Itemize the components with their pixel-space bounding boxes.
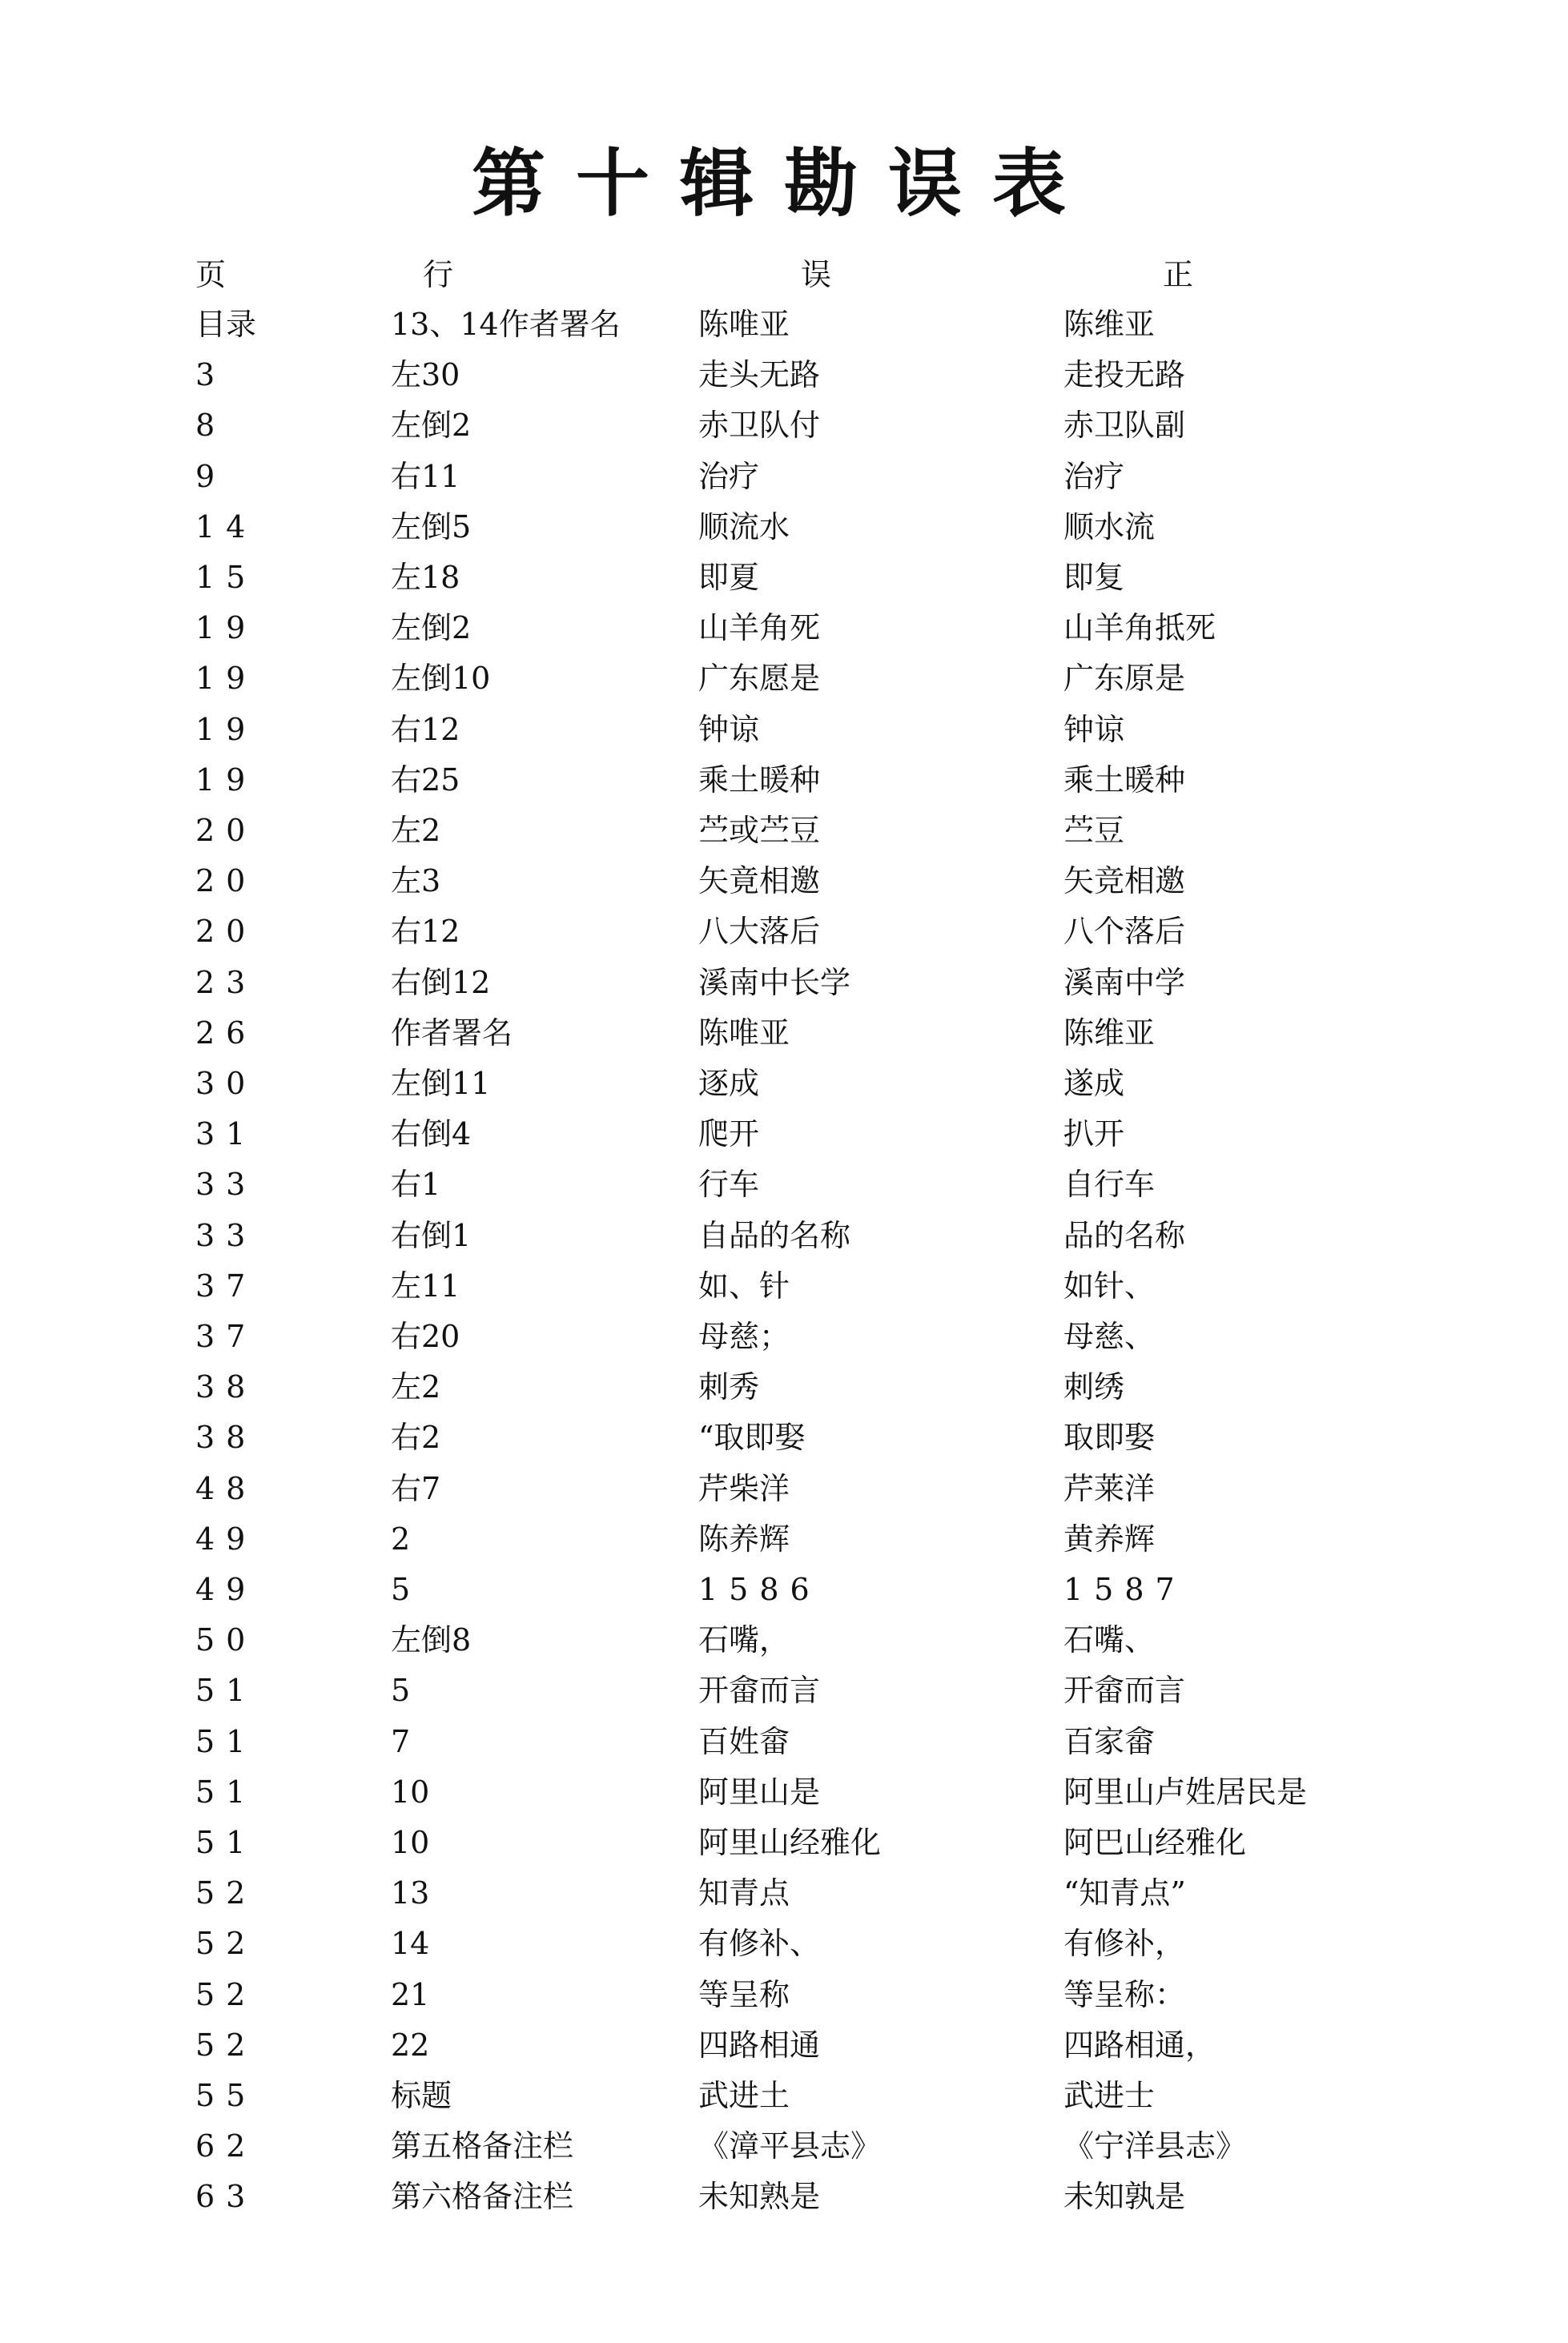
- cell-line: 右1: [391, 1167, 441, 1203]
- cell-page: 31: [195, 1116, 257, 1152]
- cell-page: 48: [195, 1470, 257, 1506]
- cell-page: 38: [195, 1420, 257, 1456]
- cell-line: 7: [391, 1723, 411, 1759]
- table-row: [0, 2020, 1568, 2070]
- cell-line: 左2: [391, 813, 441, 848]
- cell-wrong: 山羊角死: [698, 610, 821, 646]
- cell-right: 陈维亚: [1063, 1015, 1156, 1051]
- cell-right: 陈维亚: [1063, 307, 1156, 342]
- cell-wrong: 陈养辉: [698, 1521, 790, 1557]
- cell-wrong: 矢竟相邀: [698, 863, 821, 899]
- cell-wrong: 《漳平县志》: [698, 2128, 882, 2164]
- cell-right: 遂成: [1063, 1066, 1125, 1101]
- cell-page: 55: [195, 2078, 257, 2113]
- cell-right: 百家畲: [1063, 1723, 1156, 1759]
- cell-line: 左11: [391, 1268, 460, 1304]
- cell-wrong: 母慈；: [698, 1319, 790, 1354]
- cell-right: 自行车: [1063, 1167, 1156, 1203]
- cell-wrong: 逐成: [698, 1066, 760, 1101]
- table-row: [0, 1615, 1568, 1665]
- cell-page: 9: [195, 458, 227, 494]
- cell-wrong: 石嘴，: [698, 1622, 790, 1658]
- cell-page: 26: [195, 1015, 257, 1051]
- table-row: [0, 806, 1568, 855]
- cell-right: “知青点”: [1063, 1875, 1186, 1911]
- cell-right: 乘土暖种: [1063, 762, 1186, 798]
- table-row: [0, 856, 1568, 906]
- cell-line: 10: [391, 1825, 430, 1860]
- cell-page: 19: [195, 661, 257, 697]
- cell-wrong: 阿里山是: [698, 1774, 821, 1810]
- cell-line: 2: [391, 1521, 411, 1557]
- table-row: [0, 1008, 1568, 1058]
- cell-right: 武进士: [1063, 2078, 1156, 2113]
- header-wrong: 误: [801, 257, 832, 292]
- table-row: [0, 2172, 1568, 2221]
- cell-line: 第五格备注栏: [391, 2128, 574, 2164]
- cell-wrong: 赤卫队付: [698, 408, 821, 444]
- cell-wrong: 溪南中长学: [698, 964, 851, 1000]
- cell-right: 苎豆: [1063, 813, 1125, 848]
- cell-page: 33: [195, 1167, 257, 1203]
- cell-page: 49: [195, 1521, 257, 1557]
- cell-line: 左倒5: [391, 508, 472, 545]
- cell-page: 52: [195, 1875, 257, 1911]
- table-row: [0, 553, 1568, 602]
- table-row: [0, 1565, 1568, 1614]
- table-row: [0, 1970, 1568, 2019]
- cell-line: 10: [391, 1774, 430, 1810]
- cell-page: 51: [195, 1774, 257, 1810]
- cell-wrong: 即夏: [698, 560, 760, 595]
- cell-right: 取即娶: [1063, 1420, 1156, 1456]
- table-row: [0, 299, 1568, 349]
- cell-line: 22: [391, 2027, 430, 2063]
- table-row: [0, 1717, 1568, 1766]
- cell-page: 8: [195, 408, 227, 444]
- cell-right: 山羊角抵死: [1063, 610, 1216, 646]
- cell-page: 50: [195, 1622, 257, 1658]
- table-row: [0, 1312, 1568, 1361]
- table-row: [0, 1159, 1568, 1209]
- cell-page: 52: [195, 1926, 257, 1962]
- cell-wrong: 广东愿是: [698, 661, 821, 697]
- cell-page: 51: [195, 1673, 257, 1709]
- table-row: [0, 653, 1568, 703]
- cell-right: 1587: [1063, 1572, 1186, 1607]
- cell-page: 51: [195, 1723, 257, 1759]
- cell-line: 右倒12: [391, 964, 491, 1000]
- table-row: [0, 1818, 1568, 1867]
- cell-wrong: 苎或苎豆: [698, 813, 821, 848]
- cell-line: 左倒11: [391, 1066, 491, 1101]
- table-row: [0, 502, 1568, 552]
- table-row: [0, 603, 1568, 653]
- cell-line: 左倒10: [391, 661, 491, 697]
- cell-line: 右25: [391, 762, 460, 798]
- cell-line: 右倒4: [391, 1116, 472, 1152]
- table-row: [0, 1868, 1568, 1918]
- cell-wrong: 陈唯亚: [698, 1015, 790, 1051]
- cell-wrong: 武进土: [698, 2078, 790, 2113]
- cell-wrong: 顺流水: [698, 508, 790, 545]
- cell-right: 未知孰是: [1063, 2179, 1186, 2215]
- cell-right: 开畲而言: [1063, 1673, 1186, 1709]
- cell-right: 矢竞相邀: [1063, 863, 1186, 899]
- cell-line: 左3: [391, 863, 441, 899]
- table-row: [0, 1919, 1568, 1968]
- cell-wrong: 未知熟是: [698, 2179, 821, 2215]
- cell-line: 左30: [391, 357, 460, 393]
- cell-wrong: 乘土暖种: [698, 762, 821, 798]
- cell-page: 52: [195, 1976, 257, 2012]
- cell-wrong: 八大落后: [698, 914, 821, 950]
- cell-page: 49: [195, 1572, 257, 1607]
- cell-line: 左2: [391, 1369, 441, 1405]
- cell-right: 有修补，: [1063, 1926, 1186, 1962]
- cell-line: 5: [391, 1572, 411, 1607]
- cell-right: 芹莱洋: [1063, 1470, 1156, 1506]
- cell-right: 治疗: [1063, 458, 1125, 494]
- cell-line: 作者署名: [391, 1015, 513, 1051]
- cell-line: 左倒2: [391, 610, 472, 646]
- cell-page: 20: [195, 863, 257, 899]
- table-row: [0, 755, 1568, 805]
- cell-wrong: 钟谅: [698, 711, 760, 747]
- header-line: 行: [423, 257, 454, 292]
- table-row: [0, 906, 1568, 956]
- cell-page: 19: [195, 711, 257, 747]
- cell-wrong: 爬开: [698, 1116, 760, 1152]
- cell-line: 右20: [391, 1319, 460, 1354]
- cell-right: 石嘴、: [1063, 1622, 1156, 1658]
- cell-page: 62: [195, 2128, 257, 2164]
- cell-line: 13、14作者署名: [391, 307, 621, 342]
- table-row: [0, 452, 1568, 501]
- cell-line: 右倒1: [391, 1217, 472, 1253]
- cell-line: 右12: [391, 914, 460, 950]
- cell-right: 刺绣: [1063, 1369, 1125, 1405]
- cell-right: 四路相通，: [1063, 2027, 1216, 2063]
- table-header: [0, 250, 1568, 299]
- cell-page: 20: [195, 914, 257, 950]
- cell-right: 即复: [1063, 560, 1125, 595]
- cell-page: 目录: [195, 307, 257, 342]
- cell-page: 63: [195, 2179, 257, 2215]
- cell-line: 14: [391, 1926, 430, 1962]
- cell-page: 30: [195, 1066, 257, 1101]
- cell-line: 标题: [391, 2078, 452, 2113]
- cell-right: 扒开: [1063, 1116, 1125, 1152]
- cell-right: 如针、: [1063, 1268, 1156, 1304]
- table-row: [0, 1666, 1568, 1715]
- table-row: [0, 2071, 1568, 2120]
- cell-wrong: 有修补、: [698, 1926, 821, 1962]
- cell-line: 右12: [391, 711, 460, 747]
- cell-right: 钟谅: [1063, 711, 1125, 747]
- cell-right: 等呈称：: [1063, 1976, 1186, 2012]
- table-row: [0, 1413, 1568, 1462]
- cell-wrong: 百姓畲: [698, 1723, 790, 1759]
- cell-page: 19: [195, 610, 257, 646]
- cell-wrong: “取即娶: [698, 1420, 806, 1456]
- table-row: [0, 1059, 1568, 1108]
- cell-line: 第六格备注栏: [391, 2179, 574, 2215]
- cell-page: 23: [195, 964, 257, 1000]
- cell-line: 右11: [391, 458, 460, 494]
- cell-line: 右7: [391, 1470, 441, 1506]
- cell-right: 《宁洋县志》: [1063, 2128, 1247, 2164]
- cell-line: 左18: [391, 560, 460, 595]
- cell-wrong: 等呈称: [698, 1976, 790, 2012]
- cell-wrong: 刺秀: [698, 1369, 760, 1405]
- cell-right: 走投无路: [1063, 357, 1186, 393]
- cell-page: 15: [195, 560, 257, 595]
- cell-right: 品的名称: [1063, 1217, 1186, 1253]
- cell-wrong: 自品的名称: [698, 1217, 851, 1253]
- header-page: 页: [195, 257, 227, 292]
- cell-line: 左倒8: [391, 1622, 472, 1658]
- cell-wrong: 芹柴洋: [698, 1470, 790, 1506]
- cell-page: 37: [195, 1319, 257, 1354]
- cell-wrong: 陈唯亚: [698, 307, 790, 342]
- cell-page: 3: [195, 357, 227, 393]
- header-right: 正: [1163, 257, 1194, 292]
- cell-line: 5: [391, 1673, 411, 1709]
- cell-wrong: 阿里山经雅化: [698, 1825, 882, 1860]
- cell-line: 13: [391, 1875, 430, 1911]
- cell-wrong: 知青点: [698, 1875, 790, 1911]
- cell-page: 33: [195, 1217, 257, 1253]
- table-row: [0, 1767, 1568, 1817]
- cell-right: 广东原是: [1063, 661, 1186, 697]
- cell-page: 14: [195, 508, 257, 545]
- cell-line: 21: [391, 1976, 430, 2012]
- cell-right: 母慈、: [1063, 1319, 1156, 1354]
- cell-line: 右2: [391, 1420, 441, 1456]
- cell-page: 52: [195, 2027, 257, 2063]
- cell-right: 黄养辉: [1063, 1521, 1156, 1557]
- table-row: [0, 1211, 1568, 1260]
- table-row: [0, 350, 1568, 400]
- cell-right: 八个落后: [1063, 914, 1186, 950]
- cell-wrong: 治疗: [698, 458, 760, 494]
- page-title: 第十辑勘误表: [471, 141, 1096, 227]
- table-row: [0, 1261, 1568, 1311]
- cell-page: 19: [195, 762, 257, 798]
- cell-right: 溪南中学: [1063, 964, 1186, 1000]
- table-row: [0, 958, 1568, 1007]
- cell-wrong: 开畲而言: [698, 1673, 821, 1709]
- table-row: [0, 400, 1568, 450]
- table-row: [0, 705, 1568, 754]
- cell-wrong: 走头无路: [698, 357, 821, 393]
- cell-page: 38: [195, 1369, 257, 1405]
- cell-right: 顺水流: [1063, 508, 1156, 545]
- cell-line: 左倒2: [391, 408, 472, 444]
- table-row: [0, 2121, 1568, 2171]
- cell-wrong: 行车: [698, 1167, 760, 1203]
- table-row: [0, 1109, 1568, 1159]
- cell-page: 51: [195, 1825, 257, 1860]
- cell-wrong: 四路相通: [698, 2027, 821, 2063]
- cell-page: 37: [195, 1268, 257, 1304]
- table-row: [0, 1464, 1568, 1513]
- cell-wrong: 1586: [698, 1572, 821, 1607]
- cell-right: 赤卫队副: [1063, 408, 1186, 444]
- cell-right: 阿巴山经雅化: [1063, 1825, 1247, 1860]
- cell-page: 20: [195, 813, 257, 848]
- table-row: [0, 1514, 1568, 1564]
- cell-right: 阿里山卢姓居民是: [1063, 1774, 1308, 1810]
- cell-wrong: 如、针: [698, 1268, 790, 1304]
- table-row: [0, 1362, 1568, 1412]
